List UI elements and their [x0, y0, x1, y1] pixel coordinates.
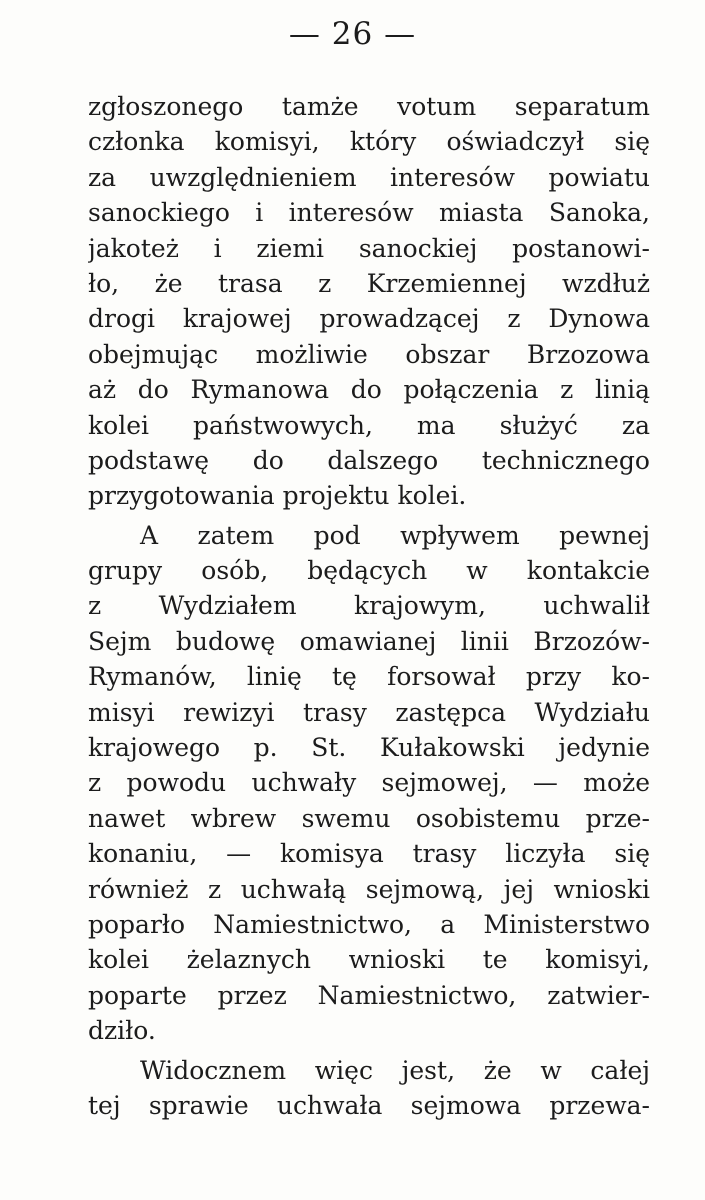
- text-line: ło, że trasa z Krzemiennej wzdłuż: [88, 268, 650, 298]
- text-line: grupy osób, będących w kontakcie: [88, 556, 650, 586]
- text-line: misyi rewizyi trasy zastępca Wydziału: [88, 697, 650, 727]
- text-line: członka komisyi, który oświadczył się: [88, 127, 650, 157]
- text-line: drogi krajowej prowadzącej z Dynowa: [88, 304, 650, 334]
- page-number: — 26 —: [288, 16, 417, 52]
- text-line: kolei żelaznych wnioski te komisyi,: [88, 945, 650, 975]
- text-line: A zatem pod wpływem pewnej: [140, 520, 650, 550]
- text-line: za uwzględnieniem interesów powiatu: [88, 162, 650, 192]
- paragraph: [88, 1053, 650, 1124]
- text-line: z powodu uchwały sejmowej, — może: [88, 768, 650, 798]
- text-line: jakoteż i ziemi sanockiej postanowi-: [88, 233, 650, 263]
- text-line: kolei państwowych, ma służyć za: [88, 410, 650, 440]
- text-line: tej sprawie uchwała sejmowa przewa-: [88, 1090, 650, 1120]
- text-line: z Wydziałem krajowym, uchwalił: [88, 591, 650, 621]
- text-line: Sejm budowę omawianej linii Brzozów-: [88, 626, 650, 656]
- paragraph: [88, 518, 650, 1049]
- text-line: Widocznem więc jest, że w całej: [140, 1055, 650, 1085]
- text-line: podstawę do dalszego technicznego: [88, 445, 650, 475]
- text-line: zgłoszonego tamże votum separatum: [88, 92, 650, 121]
- text-line: przygotowania projektu kolei.: [88, 481, 467, 511]
- text-line: poparte przez Namiestnictwo, zatwier-: [88, 980, 650, 1010]
- text-line: krajowego p. St. Kułakowski jedynie: [88, 733, 650, 763]
- body-text: [88, 89, 650, 1123]
- text-line: również z uchwałą sejmową, jej wnioski: [88, 874, 650, 904]
- text-line: obejmując możliwie obszar Brzozowa: [88, 339, 650, 369]
- text-line: poparło Namiestnictwo, a Ministerstwo: [88, 909, 650, 939]
- text-line: sanockiego i interesów miasta Sanoka,: [88, 198, 650, 228]
- text-line: Rymanów, linię tę forsował przy ko-: [88, 662, 650, 692]
- text-line: nawet wbrew swemu osobistemu prze-: [88, 803, 650, 833]
- paragraph: [88, 89, 650, 514]
- text-line: aż do Rymanowa do połączenia z linią: [88, 375, 650, 405]
- text-line: konaniu, — komisya trasy liczyła się: [88, 839, 650, 869]
- text-line: dziło.: [88, 1016, 156, 1046]
